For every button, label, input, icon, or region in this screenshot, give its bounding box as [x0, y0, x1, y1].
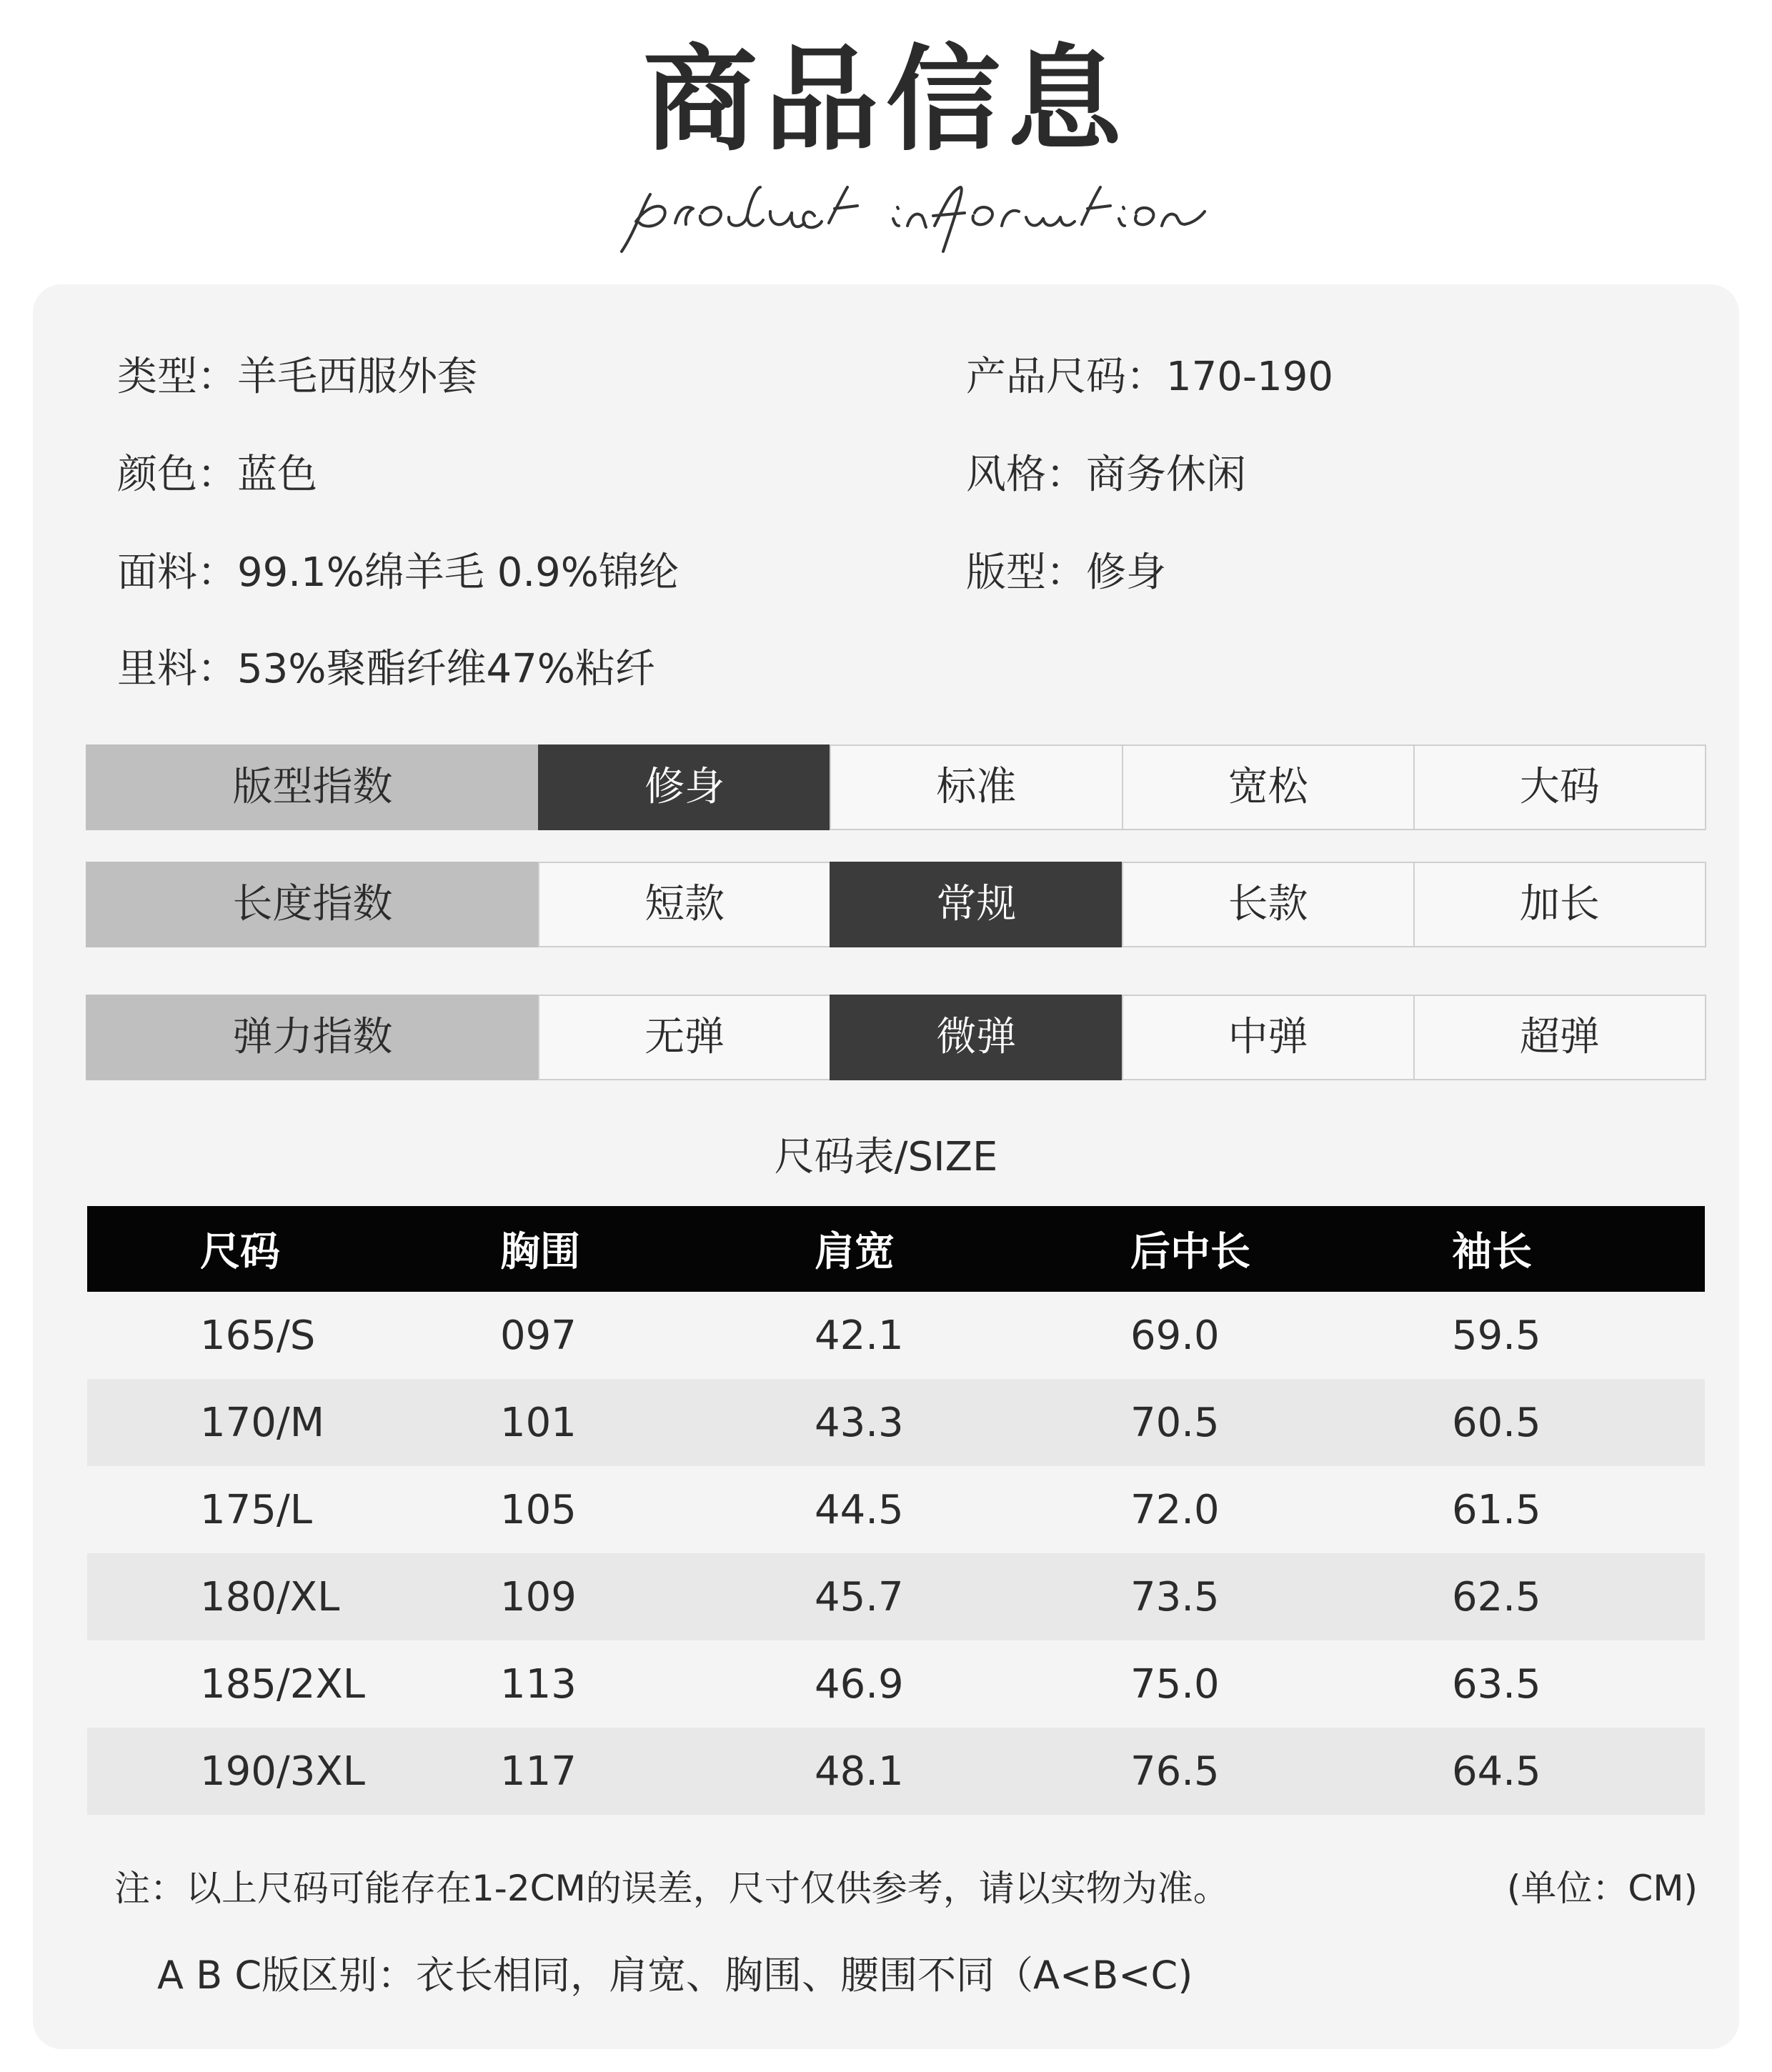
attr-type [117, 349, 477, 406]
page-title: 商品信息 [642, 33, 1129, 166]
cell-shoulder: 43.3 [815, 1379, 1130, 1466]
cell-size: 170/M [87, 1379, 500, 1466]
size-table-header [87, 1206, 1705, 1292]
attr-key: 面料： [117, 549, 237, 596]
table-row [87, 1379, 1705, 1466]
size-chart-caption: 尺码表/SIZE [774, 1134, 998, 1180]
length-option: 短款 [538, 862, 831, 947]
attr-fit [966, 544, 1166, 602]
stretch-index-row [86, 995, 1706, 1080]
cell-back-length: 73.5 [1130, 1553, 1452, 1640]
table-row [87, 1728, 1705, 1815]
attr-key: 类型： [117, 354, 237, 400]
cell-size: 190/3XL [87, 1728, 500, 1815]
attr-value: 修身 [1086, 549, 1166, 596]
cell-sleeve: 59.5 [1452, 1312, 1541, 1359]
attr-size-range [966, 349, 1333, 406]
cell-shoulder: 42.1 [815, 1312, 904, 1359]
table-row [87, 1640, 1705, 1728]
cell-size: 175/L [200, 1486, 312, 1533]
cell-chest: 109 [500, 1553, 815, 1640]
attr-value: 99.1%绵羊毛 0.9%锦纶 [237, 549, 679, 596]
script-subtitle [607, 166, 1215, 266]
cell-back-length: 70.5 [1130, 1379, 1452, 1466]
table-row [87, 1292, 1705, 1379]
size-table [87, 1206, 1705, 1815]
header-chest: 胸围 [500, 1206, 815, 1292]
fit-index-row [86, 744, 1706, 830]
attr-lining [117, 641, 655, 698]
attr-fabric [117, 544, 679, 602]
cell-sleeve: 61.5 [1452, 1486, 1541, 1533]
cell-chest: 101 [500, 1379, 815, 1466]
cell-sleeve: 63.5 [1452, 1660, 1541, 1708]
fit-option: 大码 [1413, 744, 1706, 830]
tolerance-note: 注：以上尺码可能存在1-2CM的误差，尺寸仅供参考，请以实物为准。 [114, 1868, 1229, 1909]
cell-shoulder: 46.9 [815, 1660, 904, 1708]
table-row [87, 1466, 1705, 1553]
attr-key: 风格： [966, 452, 1086, 498]
header-shoulder: 肩宽 [815, 1206, 1130, 1292]
cell-size: 185/2XL [200, 1660, 365, 1708]
attr-key: 版型： [966, 549, 1086, 596]
stretch-index-label: 弹力指数 [86, 995, 539, 1080]
length-index-label: 长度指数 [86, 862, 539, 947]
stretch-option: 无弹 [538, 995, 831, 1080]
length-option: 长款 [1122, 862, 1415, 947]
stretch-option: 微弹 [830, 995, 1123, 1080]
fit-index-label: 版型指数 [86, 744, 539, 830]
length-index-row [86, 862, 1706, 947]
cell-chest: 097 [500, 1312, 577, 1359]
attr-key: 颜色： [117, 452, 237, 498]
header-sleeve: 袖长 [1452, 1206, 1705, 1292]
attr-color [117, 447, 317, 504]
unit-note: (单位：CM) [1506, 1868, 1698, 1909]
header-size: 尺码 [87, 1206, 500, 1292]
attr-value: 蓝色 [237, 452, 317, 498]
cell-sleeve: 64.5 [1452, 1728, 1705, 1815]
attr-value: 羊毛西服外套 [237, 354, 477, 400]
cell-sleeve: 60.5 [1452, 1379, 1705, 1466]
cell-back-length: 69.0 [1130, 1312, 1220, 1359]
header-back-length: 后中长 [1130, 1206, 1452, 1292]
fit-option: 标准 [830, 744, 1123, 830]
table-row [87, 1553, 1705, 1640]
fit-option: 宽松 [1122, 744, 1415, 830]
cell-shoulder: 48.1 [815, 1728, 1130, 1815]
attr-style [966, 447, 1246, 504]
cell-size: 180/XL [87, 1553, 500, 1640]
abc-version-note: A B C版区别：衣长相同，肩宽、胸围、腰围不同（A<B<C) [157, 1953, 1193, 1998]
cell-shoulder: 45.7 [815, 1553, 1130, 1640]
cell-back-length: 76.5 [1130, 1728, 1452, 1815]
stretch-option: 超弹 [1413, 995, 1706, 1080]
cell-chest: 113 [500, 1660, 577, 1708]
cell-back-length: 75.0 [1130, 1660, 1220, 1708]
attr-value: 170-190 [1166, 354, 1333, 400]
stretch-option: 中弹 [1122, 995, 1415, 1080]
attr-value: 53%聚酯纤维47%粘纤 [237, 646, 655, 692]
attr-value: 商务休闲 [1086, 452, 1246, 498]
cell-back-length: 72.0 [1130, 1486, 1220, 1533]
cell-shoulder: 44.5 [815, 1486, 904, 1533]
cell-chest: 117 [500, 1728, 815, 1815]
cell-chest: 105 [500, 1486, 577, 1533]
fit-option: 修身 [538, 744, 831, 830]
cell-size: 165/S [200, 1312, 316, 1359]
cell-sleeve: 62.5 [1452, 1553, 1705, 1640]
attr-key: 产品尺码： [966, 354, 1166, 400]
length-option: 常规 [830, 862, 1123, 947]
length-option: 加长 [1413, 862, 1706, 947]
attr-key: 里料： [117, 646, 237, 692]
